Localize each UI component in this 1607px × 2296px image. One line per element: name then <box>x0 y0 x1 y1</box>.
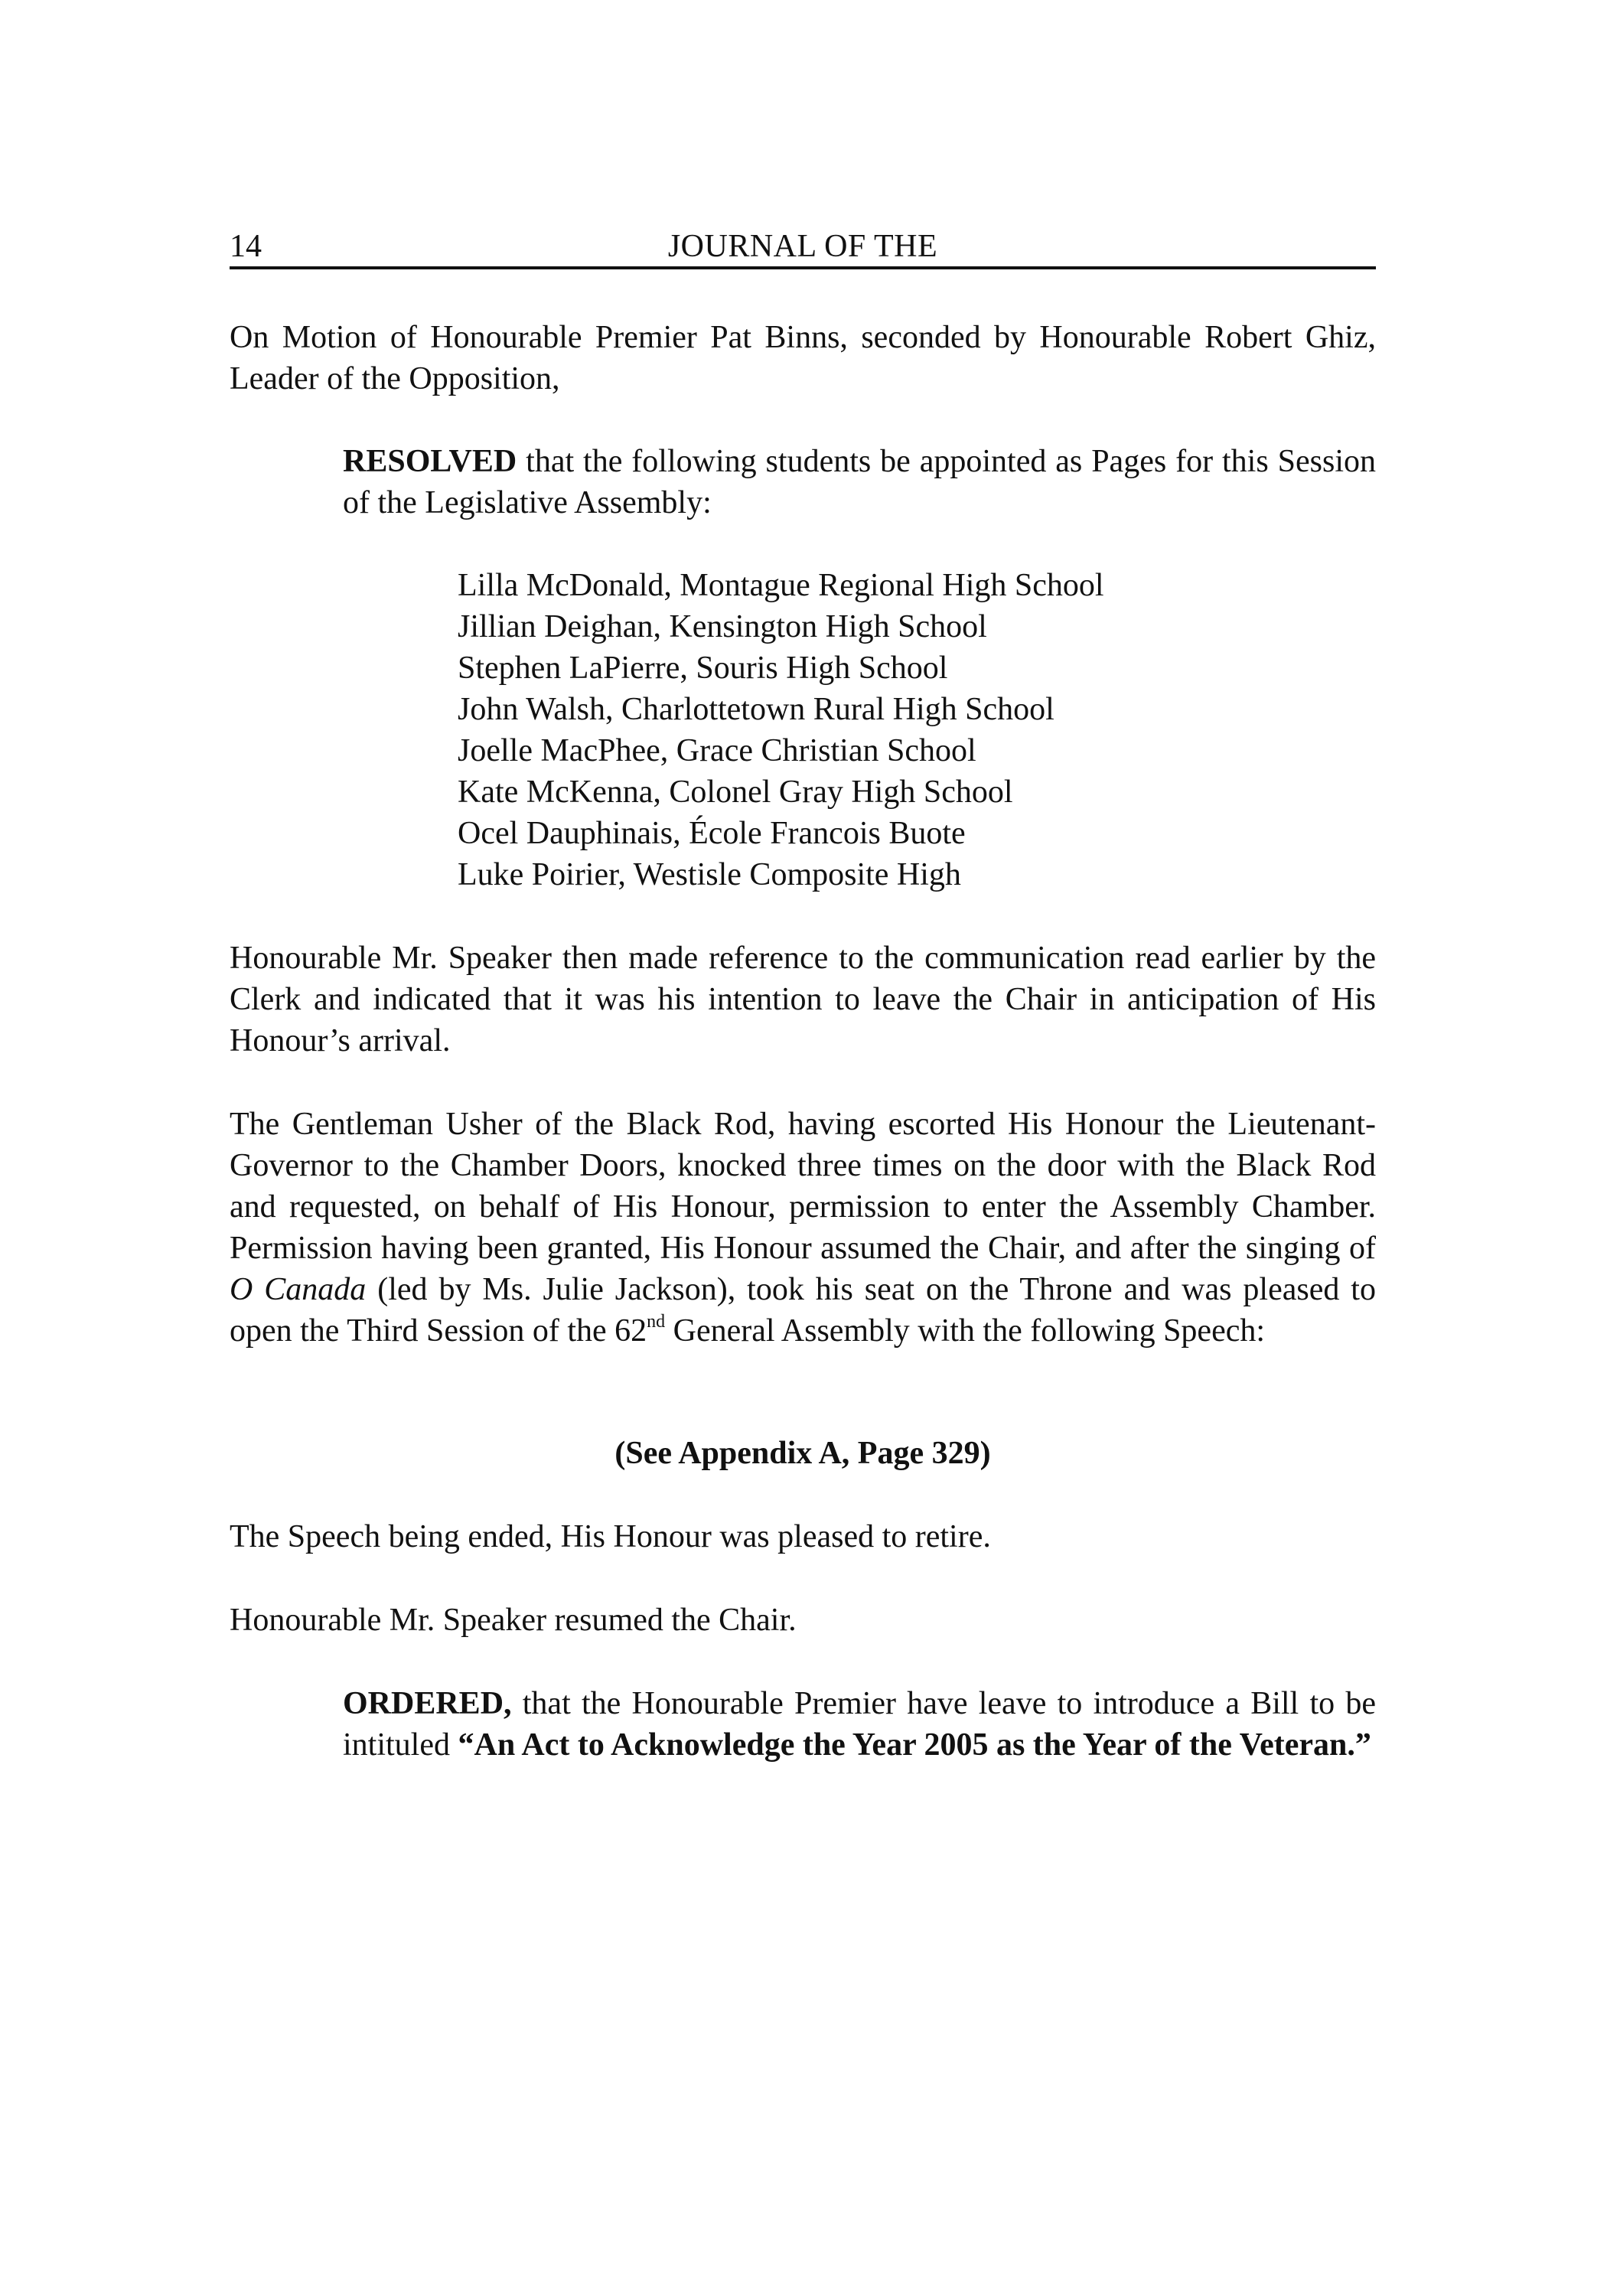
list-item: Kate McKenna, Colonel Gray High School <box>458 775 1013 810</box>
resolved-keyword: RESOLVED <box>343 444 517 479</box>
list-item: Joelle MacPhee, Grace Christian School <box>458 733 976 768</box>
ordered-paragraph <box>343 1683 1376 1766</box>
ordered-keyword: ORDERED, <box>343 1686 512 1721</box>
list-item: Ocel Dauphinais, École Francois Buote <box>458 816 966 851</box>
resolved-text: that the following students be appointed as Pages for this Session of the Legislative Assembly: <box>343 444 1376 520</box>
bill-title: “An Act to Acknowledge the Year 2005 as the Year of the Veteran.” <box>458 1727 1371 1763</box>
ordered-text: that the Honourable Premier have leave to introduce a Bill to be intituled <box>343 1686 1376 1763</box>
resolved-paragraph <box>343 441 1376 523</box>
running-title: JOURNAL OF THE <box>667 229 938 264</box>
usher-paragraph <box>230 1104 1376 1352</box>
page-number: 14 <box>230 229 262 264</box>
ordinal-suffix: nd <box>647 1312 666 1332</box>
motion-paragraph: On Motion of Honourable Premier Pat Binns, seconded by Honourable Robert Ghiz, Leader of the Opposition, <box>230 320 1376 396</box>
page-header <box>230 227 1376 269</box>
usher-text-end: General Assembly with the following Speech: <box>665 1313 1266 1349</box>
list-item: Lilla McDonald, Montague Regional High School <box>458 568 1104 603</box>
speech-ended-paragraph: The Speech being ended, His Honour was pleased to retire. <box>230 1519 991 1554</box>
list-item: John Walsh, Charlottetown Rural High School <box>458 692 1054 727</box>
anthem-title: O Canada <box>230 1272 367 1307</box>
list-item: Stephen LaPierre, Souris High School <box>458 651 948 686</box>
list-item: Luke Poirier, Westisle Composite High <box>458 857 961 892</box>
appendix-reference: (See Appendix A, Page 329) <box>614 1436 991 1471</box>
usher-text-after: (led by Ms. Julie Jackson), took his seat on the Throne and was pleased to open the Third Session of the 62 <box>230 1272 1376 1349</box>
speaker-reference-paragraph: Honourable Mr. Speaker then made reference to the communication read earlier by the Clerk and indicated that it was his intention to leave the Chair in anticipation of His Honour’s arrival. <box>230 941 1376 1058</box>
usher-text-before: The Gentleman Usher of the Black Rod, having escorted His Honour the Lieutenant-Governor to the Chamber Doors, knocked three times on the door with the Black Rod and requested, on behalf of His Honour, permission to enter the Assembly Chamber. Permission having been granted, His Honour assumed the Chair, and after the singing of <box>230 1107 1376 1266</box>
journal-page <box>230 0 1376 2296</box>
speaker-resumed-paragraph: Honourable Mr. Speaker resumed the Chair. <box>230 1603 797 1638</box>
pages-list <box>458 565 1376 895</box>
list-item: Jillian Deighan, Kensington High School <box>458 609 987 644</box>
